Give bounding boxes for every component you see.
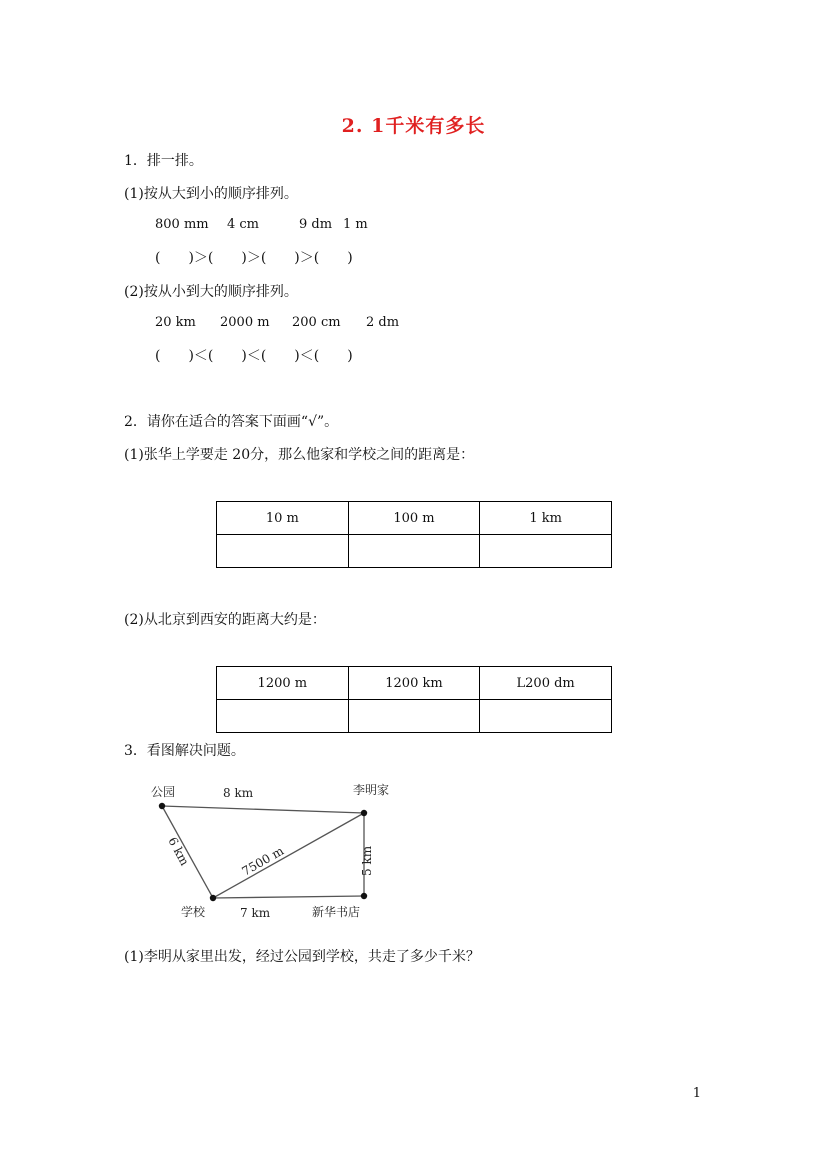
- option-cell: 100 m: [348, 502, 480, 535]
- q1-part2-item: 200 cm: [292, 315, 341, 330]
- q1-part1-label: (1)按从大到小的顺序排列。: [124, 186, 298, 202]
- q1-part2-item: 2000 m: [220, 315, 270, 330]
- bookstore-label: 新华书店: [312, 905, 361, 919]
- q1-part1-item: 800 mm: [155, 217, 209, 232]
- q1-part1-item: 1 m: [343, 217, 368, 232]
- answer-cell[interactable]: [348, 700, 480, 733]
- bookstore-point: [361, 893, 367, 899]
- route-school-bookstore: [213, 896, 364, 898]
- q1-part2-item: 20 km: [155, 315, 196, 330]
- route-home-school: [213, 813, 364, 898]
- home-point: [361, 810, 367, 816]
- q1-part1-blanks[interactable]: ( )＞( )＞( )＞( ): [155, 250, 353, 266]
- option-cell: 1200 m: [217, 667, 349, 700]
- page-number: 1: [692, 1086, 701, 1101]
- q3-part1: (1)李明从家里出发，经过公园到学校，共走了多少千米？: [124, 949, 480, 965]
- option-cell: 1 km: [480, 502, 612, 535]
- park-label: 公园: [151, 785, 176, 799]
- park-school-distance: 6 km: [165, 834, 192, 868]
- q1-heading: 1．排一排。: [124, 153, 203, 169]
- home-school-distance: 7500 m: [239, 843, 287, 879]
- q2-part1-answer-table: [216, 501, 612, 568]
- answer-cell[interactable]: [480, 535, 612, 568]
- q1-part2-label: (2)按从小到大的顺序排列。: [124, 284, 298, 300]
- q1-part1-item: 9 dm: [299, 217, 333, 232]
- q1-part2-blanks[interactable]: ( )＜( )＜( )＜( ): [155, 348, 353, 364]
- answer-cell[interactable]: [217, 700, 349, 733]
- option-cell: 10 m: [217, 502, 349, 535]
- q2-part2-answer-table: [216, 666, 612, 733]
- school-point: [210, 895, 216, 901]
- q1-part2-item: 2 dm: [366, 315, 400, 330]
- q2-heading: 2．请你在适合的答案下面画“√”。: [124, 414, 339, 430]
- q2-part2-label: (2)从北京到西安的距离大约是：: [124, 612, 326, 628]
- school-label: 学校: [181, 905, 206, 919]
- answer-cell[interactable]: [348, 535, 480, 568]
- park-home-distance: 8 km: [223, 786, 254, 800]
- page-title: 2. 1千米有多长: [341, 115, 486, 137]
- route-park-home: [162, 806, 364, 813]
- answer-cell[interactable]: [217, 535, 349, 568]
- option-cell: 1200 km: [348, 667, 480, 700]
- school-bookstore-distance: 7 km: [240, 906, 271, 920]
- q3-heading: 3．看图解决问题。: [124, 743, 245, 759]
- q2-part1-label: (1)张华上学要走 20分，那么他家和学校之间的距离是：: [124, 447, 475, 463]
- option-cell: L200 dm: [480, 667, 612, 700]
- route-map-diagram: [140, 778, 420, 923]
- park-point: [159, 803, 165, 809]
- home-label: 李明家: [353, 783, 390, 797]
- home-bookstore-distance: 5 km: [360, 845, 374, 876]
- q1-part1-item: 4 cm: [227, 217, 260, 232]
- answer-cell[interactable]: [480, 700, 612, 733]
